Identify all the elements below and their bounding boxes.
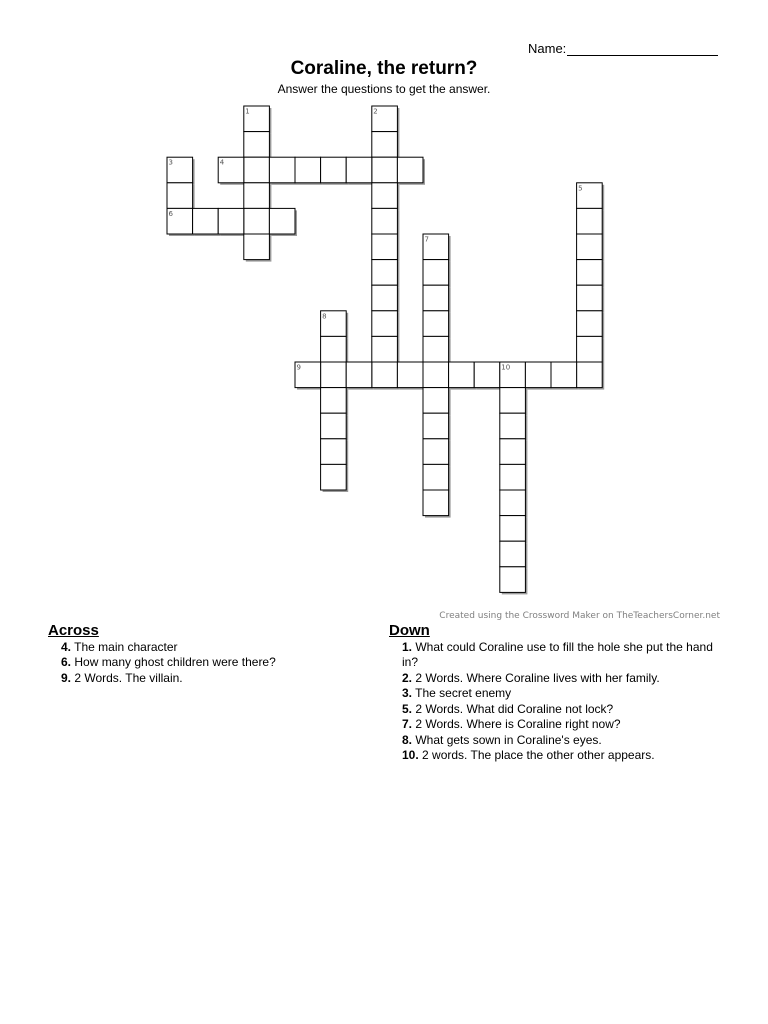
clue-number: 1. <box>402 639 413 654</box>
crossword-cell[interactable] <box>500 464 526 490</box>
clue-number: 6. <box>61 655 72 669</box>
clue-text: 2 Words. Where Coraline lives with her family. <box>412 670 660 685</box>
crossword-cell[interactable] <box>449 362 475 388</box>
across-clues <box>48 623 348 686</box>
clue-number: 8. <box>402 732 413 747</box>
page-title: Coraline, the return? <box>290 58 478 79</box>
crossword-cell[interactable] <box>321 413 347 439</box>
crossword-cell[interactable] <box>244 132 270 158</box>
down-clue-8 <box>402 733 729 749</box>
cell-number: 6 <box>168 209 173 218</box>
down-heading: Down <box>389 622 430 639</box>
clue-text: 2 Words. What did Coraline not lock? <box>412 701 614 716</box>
crossword-cell[interactable] <box>372 260 398 286</box>
clue-text: What gets sown in Coraline's eyes. <box>412 732 602 747</box>
clue-text: The secret enemy <box>412 686 512 700</box>
crossword-cell[interactable] <box>321 388 347 414</box>
clue-text: 2 Words. The villain. <box>71 670 183 685</box>
across-clue-list <box>48 640 348 687</box>
credit-line: Created using the Crossword Maker on TheTeachersCorner.net <box>439 611 720 621</box>
crossword-cell[interactable] <box>423 413 449 439</box>
page-subtitle: Answer the questions to get the answer. <box>277 82 491 96</box>
across-clue-4 <box>61 640 348 656</box>
crossword-cell[interactable] <box>244 183 270 209</box>
crossword-cell[interactable] <box>423 439 449 465</box>
crossword-cell[interactable] <box>372 208 398 234</box>
clue-text: What could Coraline use to fill the hole she put the hand in? <box>402 639 713 669</box>
crossword-cell[interactable] <box>372 132 398 158</box>
crossword-cell[interactable] <box>500 388 526 414</box>
crossword-cell[interactable] <box>372 183 398 209</box>
crossword-cell[interactable] <box>244 157 270 183</box>
down-clue-1 <box>402 640 729 671</box>
crossword-cell[interactable] <box>423 362 449 388</box>
crossword-cell[interactable] <box>269 157 295 183</box>
down-clue-2 <box>402 671 729 687</box>
crossword-cell[interactable] <box>577 362 603 388</box>
cell-number: 1 <box>245 107 250 116</box>
cell-number: 2 <box>373 107 378 116</box>
name-label: Name: <box>528 41 567 56</box>
cell-number: 4 <box>219 158 225 167</box>
crossword-cell[interactable] <box>500 541 526 567</box>
cell-number: 7 <box>424 235 429 244</box>
across-heading: Across <box>48 622 99 639</box>
crossword-cell[interactable] <box>372 311 398 337</box>
clue-number: 3. <box>402 686 413 700</box>
clue-number: 5. <box>402 701 413 716</box>
clue-number: 4. <box>61 639 72 654</box>
cell-number: 3 <box>168 158 173 167</box>
crossword-cell[interactable] <box>577 260 603 286</box>
crossword-cell[interactable] <box>423 311 449 337</box>
clue-number: 10. <box>402 748 419 762</box>
crossword-cell[interactable] <box>321 157 347 183</box>
crossword-cell[interactable] <box>346 157 372 183</box>
down-clue-list <box>389 640 729 764</box>
down-clue-7 <box>402 717 729 733</box>
clue-text: How many ghost children were there? <box>71 655 276 669</box>
crossword-cell[interactable] <box>577 336 603 362</box>
crossword-cell[interactable] <box>167 183 193 209</box>
across-clue-6 <box>61 655 348 671</box>
down-clue-10 <box>402 748 729 764</box>
crossword-cell[interactable] <box>244 234 270 260</box>
crossword-cell[interactable] <box>346 362 372 388</box>
crossword-cell[interactable] <box>500 516 526 542</box>
across-clue-9 <box>61 671 348 687</box>
clue-number: 9. <box>61 670 72 685</box>
crossword-cell[interactable] <box>577 311 603 337</box>
crossword-cell[interactable] <box>269 208 295 234</box>
crossword-cell[interactable] <box>500 413 526 439</box>
clue-text: 2 Words. Where is Coraline right now? <box>412 717 621 731</box>
crossword-cell[interactable] <box>577 234 603 260</box>
crossword-cell[interactable] <box>321 464 347 490</box>
crossword-cell[interactable] <box>218 208 244 234</box>
crossword-cell[interactable] <box>500 439 526 465</box>
clue-text: The main character <box>71 639 178 654</box>
cell-number: 10 <box>501 363 511 372</box>
clue-number: 2. <box>402 670 413 685</box>
crossword-cell[interactable] <box>193 208 219 234</box>
crossword-cell[interactable] <box>474 362 500 388</box>
crossword-cell[interactable] <box>321 362 347 388</box>
clue-text: 2 words. The place the other other appears. <box>418 748 655 762</box>
crossword-cell[interactable] <box>372 362 398 388</box>
down-clue-5 <box>402 702 729 718</box>
cell-number: 8 <box>322 312 327 321</box>
crossword-cell[interactable] <box>295 157 321 183</box>
crossword-cell[interactable] <box>372 157 398 183</box>
down-clue-3 <box>402 686 729 702</box>
crossword-cell[interactable] <box>500 490 526 516</box>
crossword-cell[interactable] <box>372 336 398 362</box>
crossword-cell[interactable] <box>397 157 423 183</box>
cell-number: 5 <box>578 184 583 193</box>
crossword-cell[interactable] <box>423 490 449 516</box>
crossword-cell[interactable] <box>372 285 398 311</box>
crossword-cell[interactable] <box>372 234 398 260</box>
crossword-cell[interactable] <box>321 439 347 465</box>
crossword-cell[interactable] <box>551 362 577 388</box>
crossword-cell[interactable] <box>577 285 603 311</box>
down-clues <box>389 623 729 764</box>
cell-number: 9 <box>296 363 301 372</box>
crossword-cell[interactable] <box>244 208 270 234</box>
clue-number: 7. <box>402 717 413 731</box>
crossword-cell[interactable] <box>423 336 449 362</box>
grid-cells <box>167 106 602 592</box>
crossword-cell[interactable] <box>577 208 603 234</box>
crossword-cell[interactable] <box>397 362 423 388</box>
crossword-cell[interactable] <box>423 285 449 311</box>
crossword-cell[interactable] <box>423 260 449 286</box>
crossword-cell[interactable] <box>525 362 551 388</box>
crossword-cell[interactable] <box>500 567 526 593</box>
crossword-cell[interactable] <box>423 388 449 414</box>
crossword-cell[interactable] <box>423 464 449 490</box>
crossword-cell[interactable] <box>321 336 347 362</box>
